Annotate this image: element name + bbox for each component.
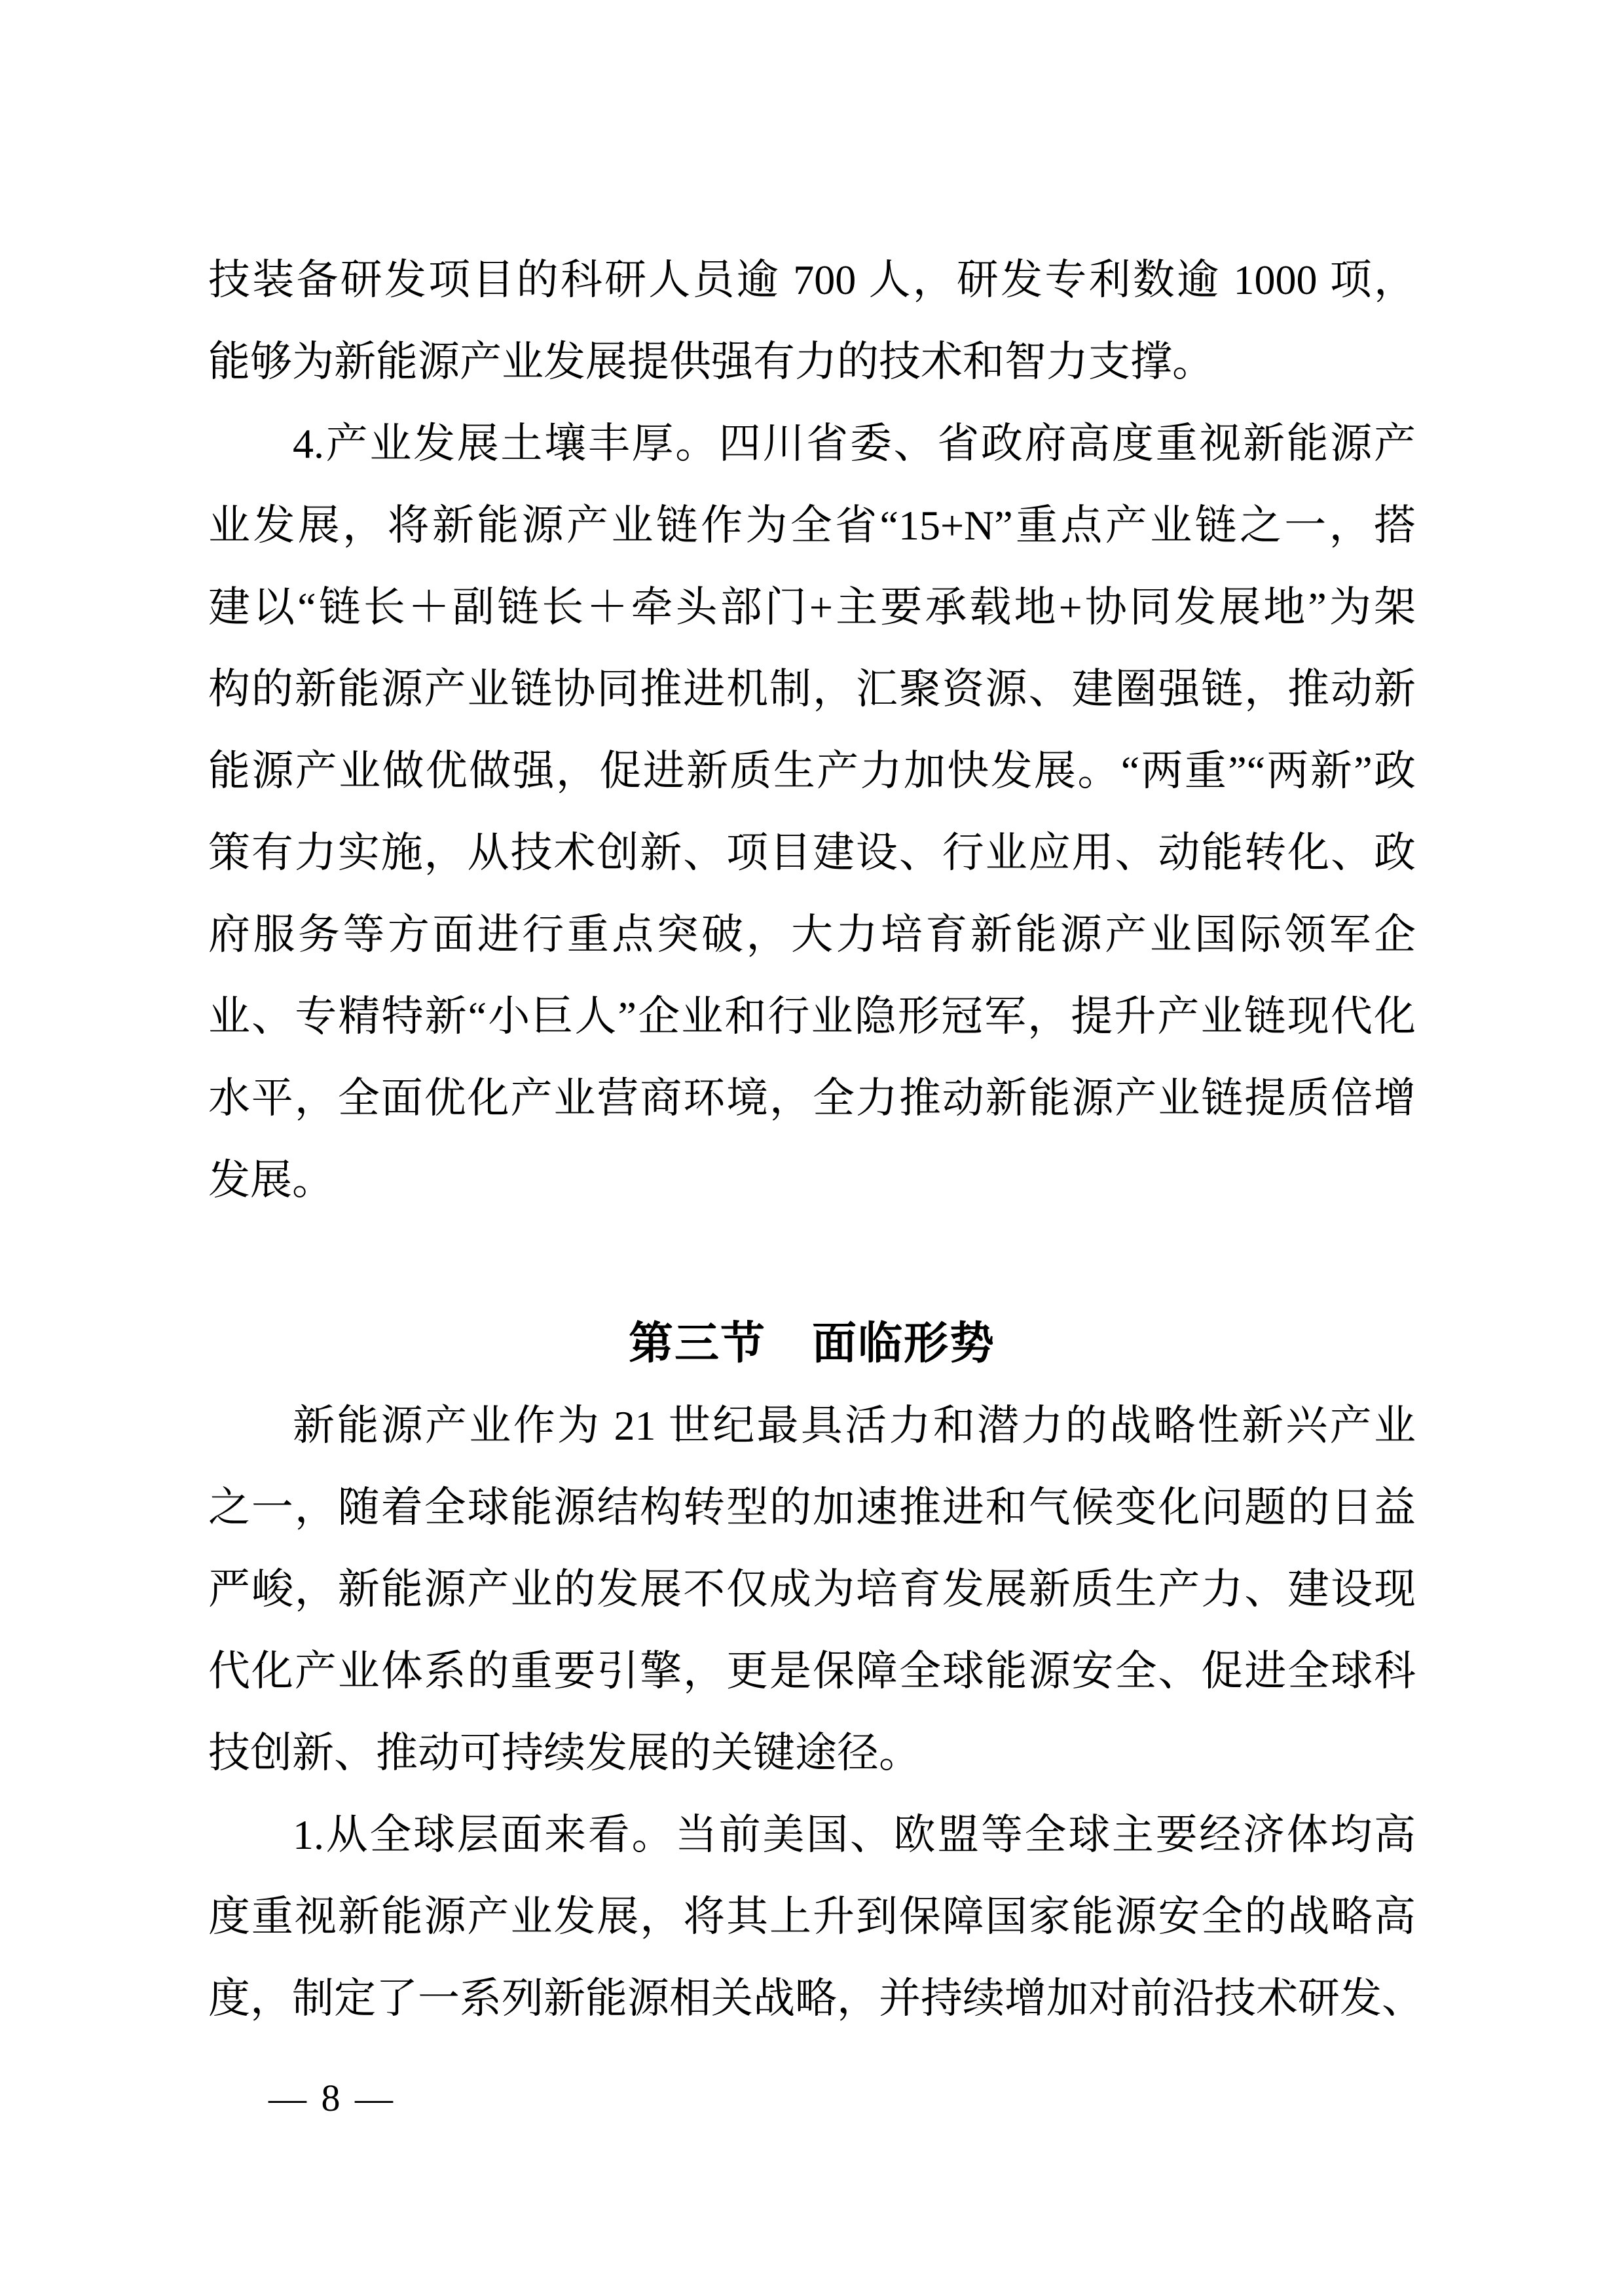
- page-footer: [268, 2069, 396, 2128]
- text-line: 策有力实施，从技术创新、项目建设、行业应用、动能转化、政: [208, 829, 1416, 876]
- text-line: 业、专精特新“小巨人”企业和行业隐形冠军，提升产业链现代化: [208, 993, 1416, 1040]
- text-line: 技装备研发项目的科研人员逾 700 人，研发专利数逾 1000 项，: [208, 257, 1416, 303]
- text-line: 度重视新能源产业发展，将其上升到保障国家能源安全的战略高: [208, 1893, 1416, 1940]
- text-line: 技创新、推动可持续发展的关键途径。: [208, 1730, 921, 1776]
- text-line: 新能源产业作为 21 世纪最具活力和潜力的战略性新兴产业: [293, 1402, 1416, 1449]
- text-line: 构的新能源产业链协同推进机制，汇聚资源、建圈强链，推动新: [208, 666, 1416, 712]
- text-line: 水平，全面优化产业营商环境，全力推动新能源产业链提质倍增: [208, 1075, 1416, 1121]
- text-line: 之一，随着全球能源结构转型的加速推进和气候变化问题的日益: [208, 1484, 1416, 1531]
- text-line: 能源产业做优做强，促进新质生产力加快发展。“两重”“两新”政: [208, 748, 1416, 794]
- text-line: 4.产业发展土壤丰厚。四川省委、省政府高度重视新能源产: [293, 420, 1416, 467]
- document-text-block: [208, 239, 1424, 2039]
- text-line: 发展。: [208, 1157, 334, 1203]
- text-line: 严峻，新能源产业的发展不仅成为培育发展新质生产力、建设现: [208, 1566, 1416, 1613]
- text-line: 府服务等方面进行重点突破，大力培育新能源产业国际领军企: [208, 911, 1416, 958]
- text-line: 代化产业体系的重要引擎，更是保障全球能源安全、促进全球科: [208, 1648, 1416, 1694]
- blank-line: [208, 1221, 1416, 1303]
- text-line: 度，制定了一系列新能源相关战略，并持续增加对前沿技术研发、: [208, 1975, 1424, 2022]
- text-line: 能够为新能源产业发展提供强有力的技术和智力支撑。: [208, 338, 1214, 385]
- text-line: 1.从全球层面来看。当前美国、欧盟等全球主要经济体均高: [293, 1812, 1416, 1858]
- text-line: 建以“链长＋副链长＋牵头部门+主要承载地+协同发展地”为架: [208, 584, 1416, 630]
- section-heading: 第三节 面临形势: [628, 1319, 995, 1368]
- text-line: 业发展，将新能源产业链作为全省“15+N”重点产业链之一，搭: [208, 502, 1416, 549]
- page-number: — 8 —: [268, 2077, 396, 2119]
